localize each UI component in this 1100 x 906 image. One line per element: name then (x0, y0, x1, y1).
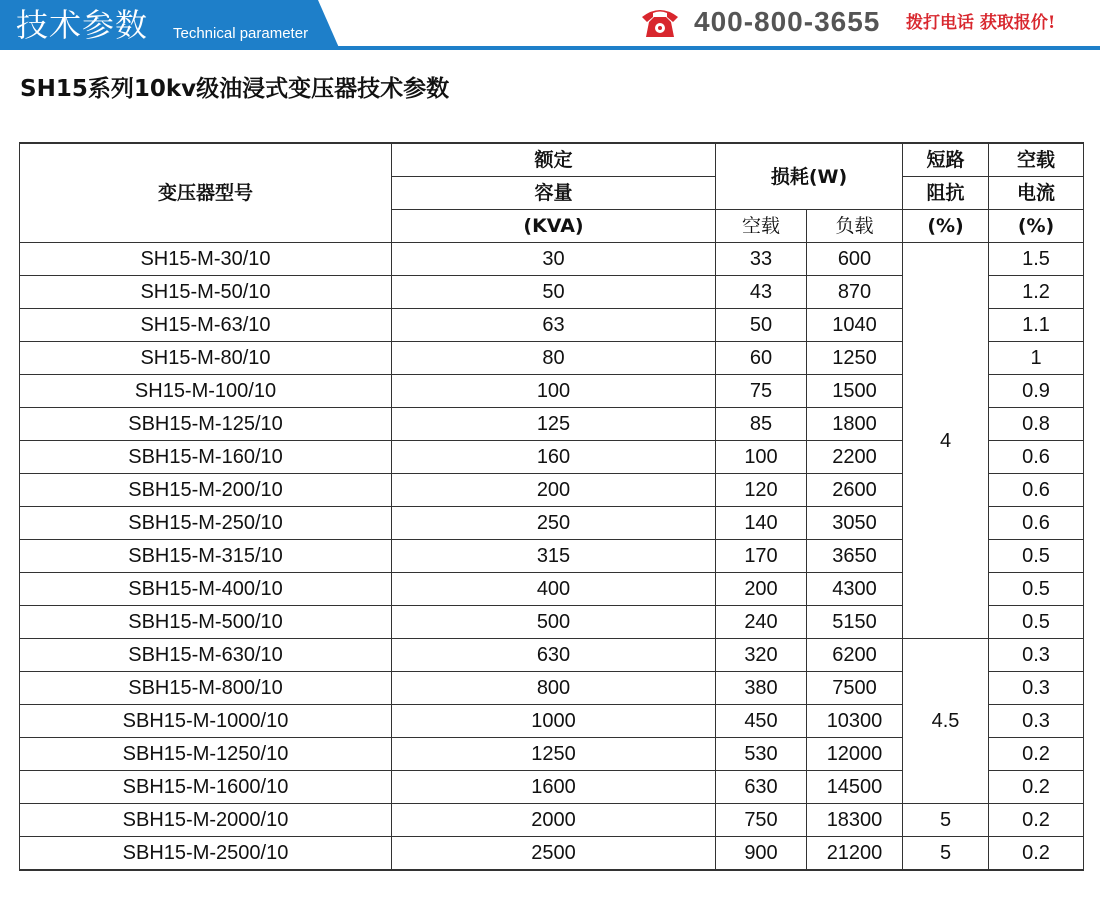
impedance-cell: 5 (903, 837, 989, 871)
capacity-cell: 160 (392, 441, 716, 474)
noload-current-cell: 0.2 (989, 804, 1084, 837)
noload-loss-cell: 120 (716, 474, 807, 507)
capacity-cell: 800 (392, 672, 716, 705)
noload-current-cell: 0.5 (989, 573, 1084, 606)
noload-loss-cell: 750 (716, 804, 807, 837)
section-subtitle: Technical parameter (173, 25, 309, 42)
noload-loss-cell: 75 (716, 375, 807, 408)
noload-loss-cell: 530 (716, 738, 807, 771)
model-cell: SBH15-M-400/10 (20, 573, 392, 606)
noload-loss-cell: 320 (716, 639, 807, 672)
capacity-cell: 30 (392, 243, 716, 276)
header-loss-noload: 空载 (716, 210, 807, 243)
header-capacity-1: 额定 (392, 143, 716, 177)
capacity-cell: 250 (392, 507, 716, 540)
model-cell: SBH15-M-1250/10 (20, 738, 392, 771)
noload-loss-cell: 140 (716, 507, 807, 540)
model-cell: SBH15-M-1000/10 (20, 705, 392, 738)
model-cell: SH15-M-100/10 (20, 375, 392, 408)
model-cell: SBH15-M-125/10 (20, 408, 392, 441)
noload-current-cell: 1 (989, 342, 1084, 375)
header-loss-load: 负载 (807, 210, 903, 243)
capacity-cell: 1600 (392, 771, 716, 804)
load-loss-cell: 1250 (807, 342, 903, 375)
header-impedance-2: 阻抗 (903, 177, 989, 210)
table-row (20, 639, 1084, 672)
spec-table-body (20, 243, 1084, 871)
capacity-cell: 1000 (392, 705, 716, 738)
impedance-cell: 4.5 (903, 639, 989, 804)
noload-current-cell: 1.1 (989, 309, 1084, 342)
header-capacity-unit: (KVA) (392, 210, 716, 243)
capacity-cell: 1250 (392, 738, 716, 771)
noload-loss-cell: 100 (716, 441, 807, 474)
model-cell: SBH15-M-800/10 (20, 672, 392, 705)
header-impedance-1: 短路 (903, 143, 989, 177)
header-bar (0, 0, 1100, 50)
model-cell: SBH15-M-2500/10 (20, 837, 392, 871)
capacity-cell: 400 (392, 573, 716, 606)
header-model: 变压器型号 (20, 143, 392, 243)
header-current-1: 空载 (989, 143, 1084, 177)
load-loss-cell: 14500 (807, 771, 903, 804)
impedance-cell: 5 (903, 804, 989, 837)
noload-loss-cell: 33 (716, 243, 807, 276)
noload-current-cell: 0.5 (989, 606, 1084, 639)
model-cell: SBH15-M-200/10 (20, 474, 392, 507)
load-loss-cell: 18300 (807, 804, 903, 837)
load-loss-cell: 3650 (807, 540, 903, 573)
noload-loss-cell: 900 (716, 837, 807, 871)
header-current-2: 电流 (989, 177, 1084, 210)
capacity-cell: 315 (392, 540, 716, 573)
capacity-cell: 200 (392, 474, 716, 507)
noload-current-cell: 0.3 (989, 705, 1084, 738)
header-impedance-unit: (%) (903, 210, 989, 243)
model-cell: SH15-M-30/10 (20, 243, 392, 276)
load-loss-cell: 2200 (807, 441, 903, 474)
noload-loss-cell: 60 (716, 342, 807, 375)
header-current-unit: (%) (989, 210, 1084, 243)
noload-current-cell: 0.5 (989, 540, 1084, 573)
spec-table (19, 142, 1084, 871)
model-cell: SH15-M-50/10 (20, 276, 392, 309)
noload-current-cell: 0.2 (989, 771, 1084, 804)
header-capacity-2: 容量 (392, 177, 716, 210)
phone-number[interactable]: 400-800-3655 (694, 6, 881, 37)
noload-loss-cell: 43 (716, 276, 807, 309)
noload-loss-cell: 630 (716, 771, 807, 804)
model-cell: SBH15-M-160/10 (20, 441, 392, 474)
table-row (20, 243, 1084, 276)
noload-current-cell: 0.6 (989, 507, 1084, 540)
load-loss-cell: 21200 (807, 837, 903, 871)
noload-current-cell: 0.3 (989, 639, 1084, 672)
model-cell: SBH15-M-250/10 (20, 507, 392, 540)
header-loss: 损耗(W) (716, 143, 903, 210)
call-for-quote[interactable]: 拨打电话 获取报价! (906, 13, 1056, 33)
noload-loss-cell: 200 (716, 573, 807, 606)
capacity-cell: 125 (392, 408, 716, 441)
noload-current-cell: 0.8 (989, 408, 1084, 441)
load-loss-cell: 3050 (807, 507, 903, 540)
load-loss-cell: 2600 (807, 474, 903, 507)
model-cell: SBH15-M-2000/10 (20, 804, 392, 837)
load-loss-cell: 600 (807, 243, 903, 276)
load-loss-cell: 7500 (807, 672, 903, 705)
capacity-cell: 2500 (392, 837, 716, 871)
noload-current-cell: 1.2 (989, 276, 1084, 309)
load-loss-cell: 870 (807, 276, 903, 309)
model-cell: SBH15-M-1600/10 (20, 771, 392, 804)
capacity-cell: 63 (392, 309, 716, 342)
telephone-icon (640, 5, 680, 39)
impedance-cell: 4 (903, 243, 989, 639)
noload-current-cell: 0.6 (989, 474, 1084, 507)
header-underline (0, 46, 1100, 50)
table-row (20, 804, 1084, 837)
capacity-cell: 50 (392, 276, 716, 309)
capacity-cell: 80 (392, 342, 716, 375)
load-loss-cell: 6200 (807, 639, 903, 672)
model-cell: SH15-M-80/10 (20, 342, 392, 375)
capacity-cell: 100 (392, 375, 716, 408)
model-cell: SH15-M-63/10 (20, 309, 392, 342)
noload-current-cell: 1.5 (989, 243, 1084, 276)
load-loss-cell: 4300 (807, 573, 903, 606)
load-loss-cell: 12000 (807, 738, 903, 771)
model-cell: SBH15-M-630/10 (20, 639, 392, 672)
noload-loss-cell: 85 (716, 408, 807, 441)
load-loss-cell: 1040 (807, 309, 903, 342)
load-loss-cell: 10300 (807, 705, 903, 738)
noload-loss-cell: 450 (716, 705, 807, 738)
model-cell: SBH15-M-500/10 (20, 606, 392, 639)
capacity-cell: 630 (392, 639, 716, 672)
noload-current-cell: 0.2 (989, 837, 1084, 871)
load-loss-cell: 1800 (807, 408, 903, 441)
noload-current-cell: 0.6 (989, 441, 1084, 474)
capacity-cell: 2000 (392, 804, 716, 837)
noload-loss-cell: 380 (716, 672, 807, 705)
load-loss-cell: 1500 (807, 375, 903, 408)
noload-loss-cell: 170 (716, 540, 807, 573)
page-title: SH15系列10kv级油浸式变压器技术参数 (20, 76, 450, 102)
load-loss-cell: 5150 (807, 606, 903, 639)
capacity-cell: 500 (392, 606, 716, 639)
model-cell: SBH15-M-315/10 (20, 540, 392, 573)
noload-loss-cell: 50 (716, 309, 807, 342)
noload-current-cell: 0.2 (989, 738, 1084, 771)
section-title: 技术参数 (16, 6, 149, 44)
table-row (20, 837, 1084, 871)
noload-loss-cell: 240 (716, 606, 807, 639)
noload-current-cell: 0.3 (989, 672, 1084, 705)
noload-current-cell: 0.9 (989, 375, 1084, 408)
